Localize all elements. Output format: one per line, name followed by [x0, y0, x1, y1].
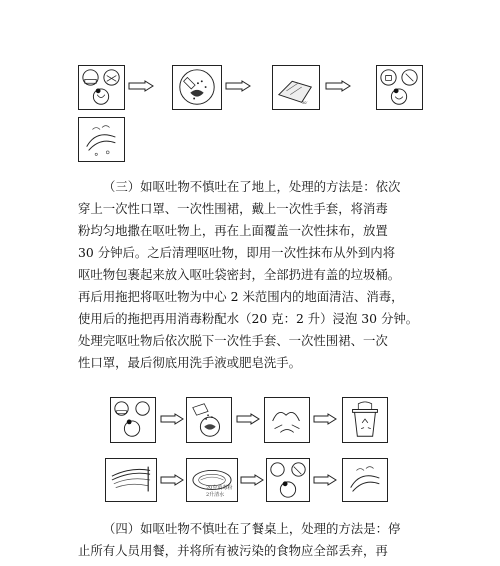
- remove-gear-icon: [267, 459, 309, 501]
- step-figure-mid-5: [105, 458, 157, 502]
- powder-sprinkle-icon: [173, 66, 221, 109]
- step-figure-mid-3: [264, 397, 310, 443]
- step-figure-top-1: [78, 65, 125, 110]
- section-3-paragraph: [78, 176, 428, 374]
- paragraph-line: 粉均匀地撒在呕吐物上，再在上面覆盖一次性抹布，放置: [78, 223, 388, 238]
- paragraph-line: 再后用拖把将呕吐物为中心 2 米范围内的地面清洁、消毒，: [78, 289, 404, 304]
- paragraph-line: 处理完呕吐物后依次脱下一次性手套、一次性围裙、一次: [78, 333, 388, 348]
- remove-gear-icon: [377, 66, 422, 109]
- arrow-right-icon: [240, 474, 264, 486]
- arrow-right-icon: [225, 80, 251, 92]
- arrow-right-icon: [160, 474, 184, 486]
- mop-icon: [106, 459, 156, 501]
- step-figure-mid-1: [110, 397, 156, 443]
- step-figure-mid-2: [186, 397, 232, 443]
- paragraph-line: 使用后的拖把再用消毒粉配水（20 克：2 升）浸泡 30 分钟。: [78, 311, 419, 326]
- arrow-right-icon: [160, 413, 184, 425]
- person-with-mask-icon: [111, 398, 155, 442]
- paragraph-line: 止所有人员用餐，并将所有被污染的食物应全部丢弃，再: [78, 543, 388, 558]
- hand-washing-icon: [79, 118, 124, 161]
- person-with-mask-icon: [79, 66, 124, 109]
- arrow-right-icon: [236, 413, 260, 425]
- arrow-right-icon: [313, 413, 337, 425]
- step-figure-top-2: [172, 65, 222, 110]
- paragraph-line: （三）如呕吐物不慎吐在了地上，处理的方法是：依次: [103, 179, 401, 194]
- cloth-cover-icon: [273, 66, 319, 109]
- step-figure-mid-4: [342, 397, 388, 443]
- trash-bin-icon: [343, 398, 387, 442]
- paragraph-line: 30 分钟后。之后清理呕吐物，即用一次性抹布从外到内将: [78, 245, 396, 260]
- step-figure-top-5: [78, 117, 125, 162]
- powder-sprinkle-icon: [187, 398, 231, 442]
- wipe-inward-icon: [265, 398, 309, 442]
- mop-caption-water: 2升清水: [206, 492, 225, 498]
- arrow-right-icon: [128, 80, 154, 92]
- hand-washing-icon: [343, 459, 387, 501]
- paragraph-line: （四）如呕吐物不慎吐在了餐桌上，处理的方法是：停: [103, 521, 401, 536]
- step-figure-top-3: [272, 65, 320, 110]
- svg-text:30′: 30′: [301, 100, 308, 106]
- arrow-right-icon: [325, 80, 351, 92]
- step-figure-top-4: [376, 65, 423, 110]
- paragraph-line: 性口罩，最后彻底用洗手液或肥皂洗手。: [78, 355, 302, 370]
- arrow-right-icon: [313, 474, 337, 486]
- section-4-paragraph: [78, 518, 428, 562]
- paragraph-line: 穿上一次性口罩、一次性围裙，戴上一次性手套，将消毒: [78, 201, 388, 216]
- step-figure-mid-8: [342, 458, 388, 502]
- step-figure-mid-7: [266, 458, 310, 502]
- paragraph-line: 呕吐物包裹起来放入呕吐袋密封，全部扔进有盖的垃圾桶。: [78, 267, 401, 282]
- mop-caption-powder: 20克消毒粉: [206, 485, 233, 491]
